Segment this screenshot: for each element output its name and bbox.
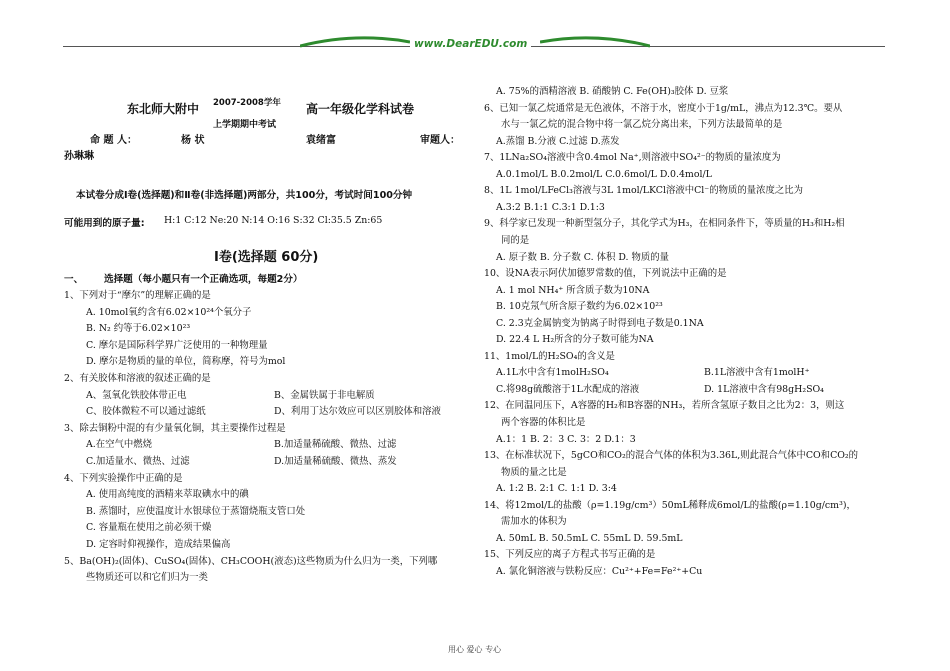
question-option: D、利用丁达尔效应可以区别胶体和溶液 [274,406,441,418]
question-line: A.在空气中燃烧 [86,439,153,451]
question-line: D. 摩尔是物质的量的单位，简称摩，符号为mol [86,356,286,368]
question-line: C. 摩尔是国际科学界广泛使用的一种物理量 [86,339,268,351]
section-title: Ⅰ卷(选择题 60分) [214,250,319,265]
question-option: B、金属铁属于非电解质 [274,389,375,401]
school-year: 2007-2008学年 [213,98,281,108]
question-line: A. 1 mol NH₄⁺ 所含质子数为10NA [496,284,650,296]
reviewer-label: 审题人： [420,135,460,146]
question-line: A.3:2 B.1:1 C.3:1 D.1:3 [496,201,605,213]
school-name: 东北师大附中 [127,102,200,116]
question-line: 水与一氯乙烷的混合物中将一氯乙烷分离出来，下列方法最简单的是 [501,119,783,131]
question-line: C. 2.3克金属钠变为钠离子时得到电子数是0.1NA [496,317,704,329]
question-line: 6、已知一氯乙烷通常是无色液体，不溶于水，密度小于1g/mL，沸点为12.3℃。要从 [484,102,843,114]
question-line: A. 使用高纯度的酒精来萃取碘水中的碘 [86,489,249,501]
question-line: A.1L水中含有1molH₂SO₄ [496,367,609,379]
reviewer-name: 孙琳琳 [64,151,94,162]
question-line: 8、1L 1mol/LFeCl₃溶液与3L 1mol/LKCl溶液中Cl⁻的物质的量浓度之比为 [484,185,803,197]
question-line: 14、将12mol/L的盐酸（ρ=1.19g/cm³）50mL稀释成6mol/L的盐酸(ρ=1.10g/cm³)， [484,499,856,511]
question-line: B. 10克氖气所含原子数约为6.02×10²³ [496,301,663,313]
question-line: D. 22.4 L H₂所含的分子数可能为NA [496,334,654,346]
question-line: 4、下列实验操作中正确的是 [64,472,183,484]
question-line: A. 50mL B. 50.5mL C. 55mL D. 59.5mL [496,532,683,544]
question-line: 2、有关胶体和溶液的叙述正确的是 [64,373,211,384]
term-label: 上学期期中考试 [213,120,277,130]
atomic-mass-values: H:1 C:12 Ne:20 N:14 O:16 S:32 Cl:35.5 Zn:65 [164,215,383,226]
question-option: B.加适量稀硫酸、微热、过滤 [274,439,397,451]
question-line: 物质的量之比是 [501,466,567,478]
question-line: A、氢氧化铁胶体带正电 [86,389,187,401]
co-writer-name: 袁绪富 [306,135,336,146]
writer-name: 杨 状 [181,135,205,146]
question-line: 11、1mol/L的H₂SO₄的含义是 [484,350,615,362]
question-line: 5、Ba(OH)₂(固体)、CuSO₄(固体)、CH₃COOH(液态)这些物质为什么归为一类，下列哪 [64,555,438,567]
question-option: D. 1L溶液中含有98gH₂SO₄ [704,383,824,395]
site-brand: www.DearEDU.com [410,38,531,50]
question-line: A. 氯化铜溶液与铁粉反应：Cu²⁺+Fe=Fe²⁺+Cu [496,565,703,577]
question-line: A. 10mol氧约含有6.02×10²⁴个氧分子 [86,306,252,318]
part-number: 一、 [64,274,84,285]
question-line: A.0.1mol/L B.0.2mol/L C.0.6mol/L D.0.4mol/L [496,168,712,180]
question-line: A.1：1 B. 2：3 C. 3：2 D.1：3 [496,433,636,445]
question-line: 1、下列对于“摩尔”的理解正确的是 [64,290,211,301]
question-line: 两个容器的体积比是 [501,417,586,428]
question-line: 同的是 [501,234,530,246]
footer-text: 用心 爱心 专心 [448,645,502,654]
question-line: 15、下列反应的离子方程式书写正确的是 [484,549,656,561]
question-option: B.1L溶液中含有1molH⁺ [704,367,810,379]
exam-notice: 本试卷分成Ⅰ卷(选择题)和Ⅱ卷(非选择题)两部分，共100分，考试时间100分钟 [76,190,413,201]
question-line: 需加水的体积为 [501,516,567,528]
question-line: 3、除去铜粉中混的有少量氧化铜，其主要操作过程是 [64,422,286,434]
question-line: 10、设NA表示阿伏加德罗常数的值，下列说法中正确的是 [484,268,727,280]
question-line: A. 75%的酒精溶液 B. 硝酸钠 C. Fe(OH)₃胶体 D. 豆浆 [496,86,729,97]
exam-title: 高一年级化学科试卷 [306,102,415,116]
part-description: 选择题（每小题只有一个正确选项，每题2分） [104,274,303,285]
writer-label: 命 题 人： [90,135,137,146]
question-line: C. 容量瓶在使用之前必须干燥 [86,522,212,534]
atomic-mass-label: 可能用到的原子量: [64,218,145,229]
question-line: A. 1:2 B. 2:1 C. 1:1 D. 3:4 [496,483,617,495]
question-option: D.加适量稀硫酸、微热、蒸发 [274,456,397,467]
question-line: C、胶体微粒不可以通过滤纸 [86,406,206,418]
question-line: C.将98g硫酸溶于1L水配成的溶液 [496,383,640,395]
question-line: A.蒸馏 B.分液 C.过滤 D.蒸发 [496,135,620,147]
question-line: 9、科学家已发现一种新型氢分子，其化学式为H₃，在相同条件下，等质量的H₃和H₂相 [484,218,845,230]
question-line: D. 定容时仰视操作，造成结果偏高 [86,539,231,550]
question-line: 7、1LNa₂SO₄溶液中含0.4mol Na⁺,则溶液中SO₄²⁻的物质的量浓度为 [484,152,781,164]
header-swoosh-right [540,30,650,50]
question-line: 13、在标准状况下，5gCO和CO₂的混合气体的体积为3.36L,则此混合气体中CO和CO₂的 [484,450,859,462]
question-line: B. N₂ 约等于6.02×10²³ [86,323,191,335]
question-line: 12、在同温同压下，A容器的H₂和B容器的NH₃，若所含氢原子数目之比为2：3，则这 [484,400,845,412]
question-line: C.加适量水、微热、过滤 [86,456,190,467]
header-swoosh-left [300,30,410,50]
question-line: 些物质还可以和它们归为一类 [86,572,208,584]
question-line: B. 蒸馏时，应使温度计水银球位于蒸馏烧瓶支管口处 [86,505,306,517]
question-line: A. 原子数 B. 分子数 C. 体积 D. 物质的量 [496,251,669,263]
